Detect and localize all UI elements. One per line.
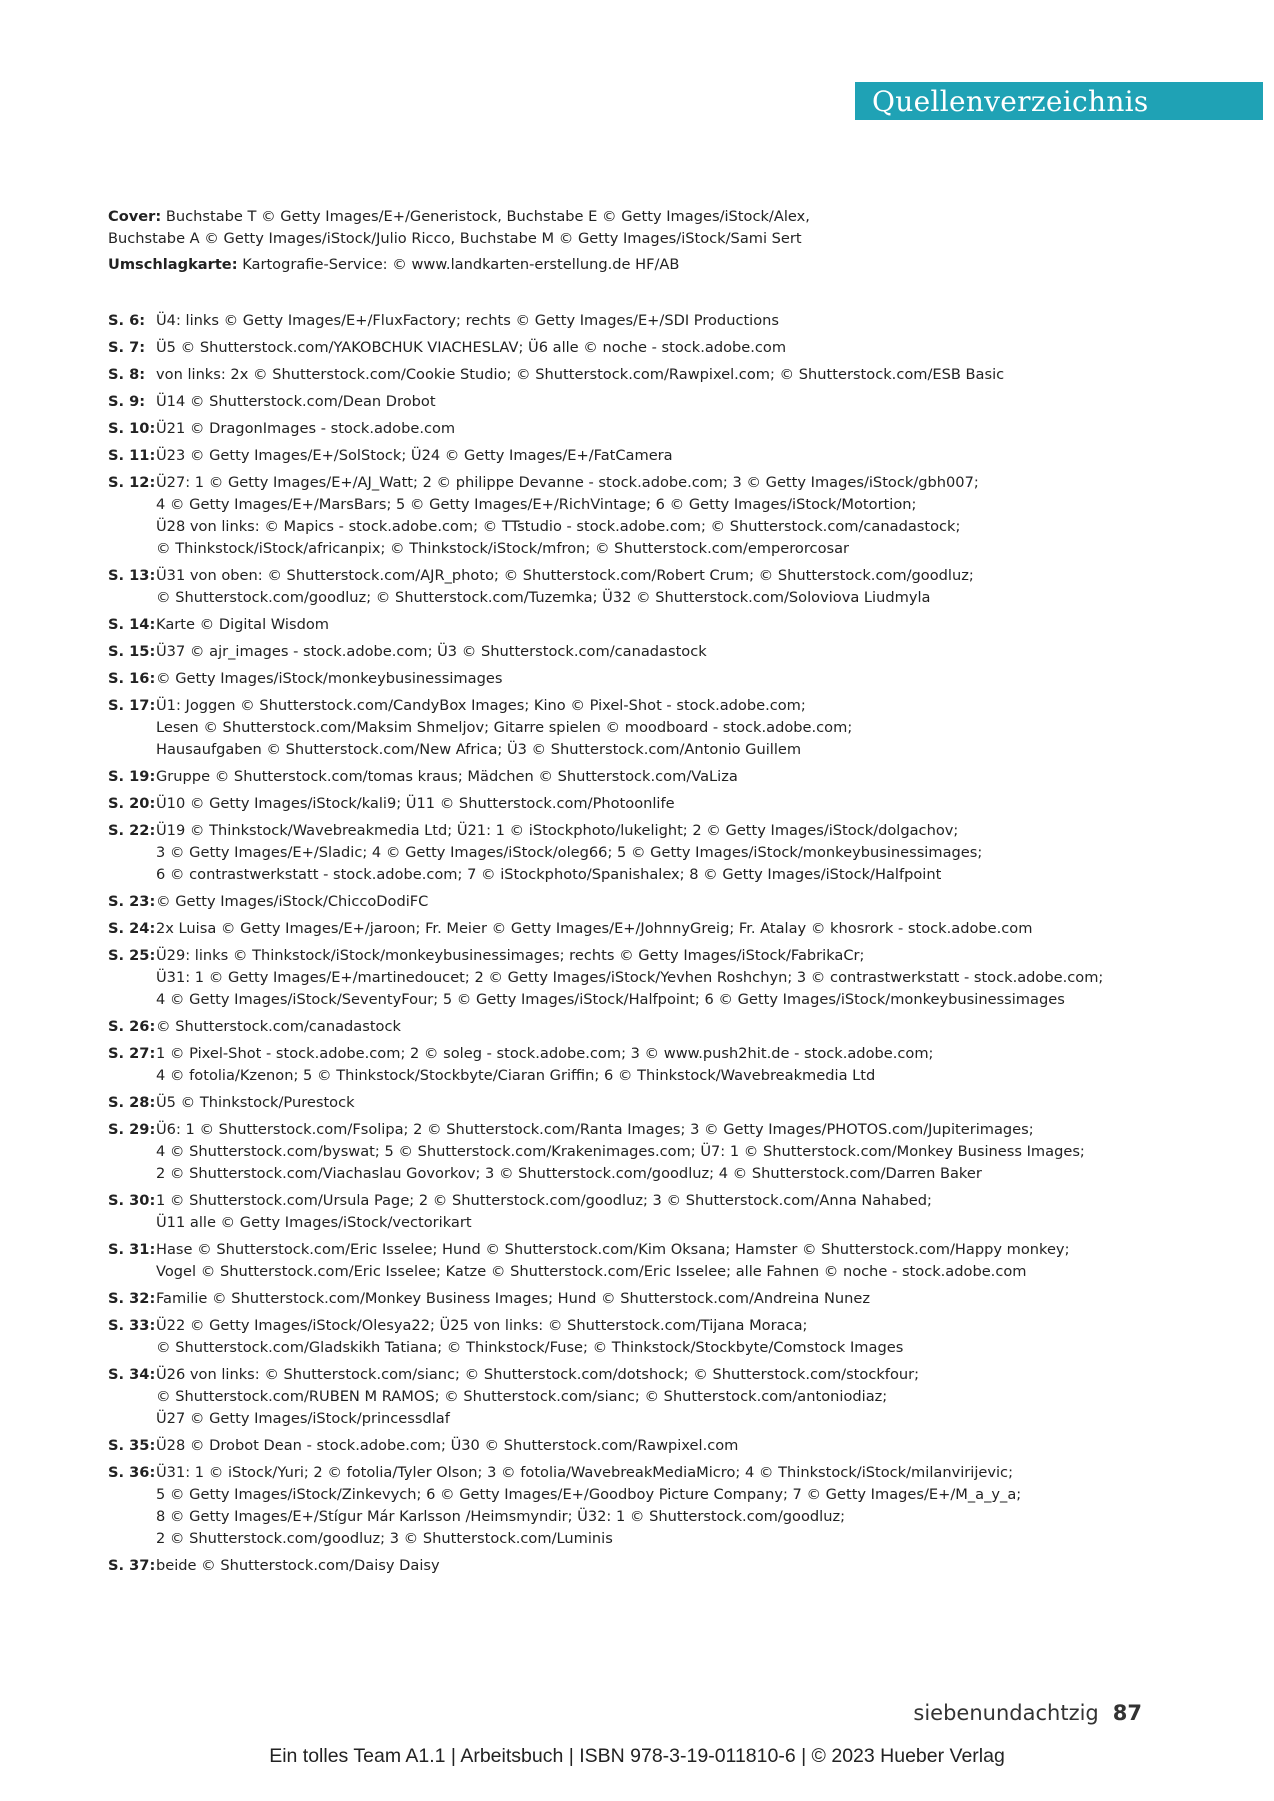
- credit-line: Ü21 © DragonImages - stock.adobe.com: [156, 420, 456, 437]
- map-label: Umschlagkarte:: [108, 256, 238, 273]
- credit-text: [156, 1435, 1238, 1457]
- credit-text: [156, 364, 1238, 386]
- credit-line: 2x Luisa © Getty Images/E+/jaroon; Fr. Meier © Getty Images/E+/JohnnyGreig; Fr. Atalay © khosrork - stock.adobe.com: [156, 920, 1033, 937]
- credit-text: [156, 565, 1238, 609]
- credit-text: [156, 418, 1238, 440]
- credit-text: [156, 766, 1238, 788]
- credit-line: © Shutterstock.com/goodluz; © Shutterstock.com/Tuzemka; Ü32 © Shutterstock.com/Soloviova Liudmyla: [156, 589, 931, 606]
- credit-line: Ü28 © Drobot Dean - stock.adobe.com; Ü30 © Shutterstock.com/Rawpixel.com: [156, 1437, 739, 1454]
- credit-line: Ü5 © Shutterstock.com/YAKOBCHUK VIACHESLAV; Ü6 alle © noche - stock.adobe.com: [156, 339, 787, 356]
- credit-entry: [108, 1315, 1238, 1359]
- credit-entry: [108, 891, 1238, 913]
- credit-text: [156, 820, 1238, 886]
- credit-text: [156, 1315, 1238, 1359]
- credit-entry: [108, 1364, 1238, 1430]
- credit-line: Karte © Digital Wisdom: [156, 616, 329, 633]
- credit-line: Ü4: links © Getty Images/E+/FluxFactory; rechts © Getty Images/E+/SDI Productions: [156, 312, 780, 329]
- credit-text: [156, 1239, 1238, 1283]
- credit-line: Ü1: Joggen © Shutterstock.com/CandyBox Images; Kino © Pixel-Shot - stock.adobe.com;: [156, 697, 806, 714]
- credit-line: Lesen © Shutterstock.com/Maksim Shmeljov; Gitarre spielen © moodboard - stock.adobe.com;: [156, 719, 853, 736]
- credit-text: [156, 1288, 1238, 1310]
- credit-page-label: S. 33:: [108, 1317, 156, 1334]
- credit-page-label: S. 13:: [108, 567, 156, 584]
- credit-line: Ü11 alle © Getty Images/iStock/vectorikart: [156, 1214, 472, 1231]
- credit-page-label: S. 32:: [108, 1290, 156, 1307]
- credit-text: [156, 1555, 1238, 1577]
- credit-line: 4 © fotolia/Kzenon; 5 © Thinkstock/Stockbyte/Ciaran Griffin; 6 © Thinkstock/Wavebreakmedia Ltd: [156, 1067, 876, 1084]
- credit-line: Gruppe © Shutterstock.com/tomas kraus; Mädchen © Shutterstock.com/VaLiza: [156, 768, 738, 785]
- credit-line: 5 © Getty Images/iStock/Zinkevych; 6 © Getty Images/E+/Goodboy Picture Company; 7 © Getty Images/E+/M_a_y_a;: [156, 1486, 1022, 1503]
- credit-line: © Shutterstock.com/RUBEN M RAMOS; © Shutterstock.com/sianc; © Shutterstock.com/antoniodiaz;: [156, 1388, 888, 1405]
- credit-entry: [108, 668, 1238, 690]
- page-number-word: siebenundachtzig: [913, 1701, 1099, 1725]
- credit-page-label: S. 29:: [108, 1121, 156, 1138]
- credit-text: [156, 1119, 1238, 1185]
- credit-line: Ü5 © Thinkstock/Purestock: [156, 1094, 355, 1111]
- cover-label: Cover:: [108, 208, 162, 225]
- credit-entry: [108, 418, 1238, 440]
- credit-line: Ü23 © Getty Images/E+/SolStock; Ü24 © Getty Images/E+/FatCamera: [156, 447, 673, 464]
- credit-text: [156, 1043, 1238, 1087]
- credit-entry: [108, 1288, 1238, 1310]
- credit-entry: [108, 445, 1238, 467]
- credit-line: 1 © Shutterstock.com/Ursula Page; 2 © Shutterstock.com/goodluz; 3 © Shutterstock.com/Anna Nahabed;: [156, 1192, 932, 1209]
- credit-line: Ü31: 1 © iStock/Yuri; 2 © fotolia/Tyler Olson; 3 © fotolia/WavebreakMediaMicro; 4 © Thinkstock/iStock/milanvirijevic;: [156, 1464, 1013, 1481]
- credit-entry: [108, 391, 1238, 413]
- credit-line: 3 © Getty Images/E+/Sladic; 4 © Getty Images/iStock/oleg66; 5 © Getty Images/iStock/monkeybusinessimages;: [156, 844, 983, 861]
- credit-line: Ü14 © Shutterstock.com/Dean Drobot: [156, 393, 436, 410]
- credit-entry: [108, 820, 1238, 886]
- credit-page-label: S. 8:: [108, 366, 146, 383]
- credit-text: [156, 391, 1238, 413]
- credit-text: [156, 945, 1238, 1011]
- credit-entry: [108, 472, 1238, 560]
- credit-entry: [108, 1190, 1238, 1234]
- credit-entry: [108, 565, 1238, 609]
- credit-page-label: S. 31:: [108, 1241, 156, 1258]
- credit-text: [156, 614, 1238, 636]
- credit-text: [156, 1016, 1238, 1038]
- credit-line: Ü31: 1 © Getty Images/E+/martinedoucet; 2 © Getty Images/iStock/Yevhen Roshchyn; 3 © contrastwerkstatt - stock.adobe.com;: [156, 969, 1104, 986]
- credit-text: [156, 1190, 1238, 1234]
- credit-page-label: S. 25:: [108, 947, 156, 964]
- credit-line: 4 © Getty Images/iStock/SeventyFour; 5 © Getty Images/iStock/Halfpoint; 6 © Getty Images/iStock/monkeybusinessimages: [156, 991, 1065, 1008]
- credit-line: Hausaufgaben © Shutterstock.com/New Africa; Ü3 © Shutterstock.com/Antonio Guillem: [156, 741, 802, 758]
- credit-entry: [108, 1016, 1238, 1038]
- credit-entry: [108, 1435, 1238, 1457]
- credit-text: [156, 641, 1238, 663]
- credit-text: [156, 918, 1238, 940]
- credit-page-label: S. 14:: [108, 616, 156, 633]
- credit-line: Ü26 von links: © Shutterstock.com/sianc; © Shutterstock.com/dotshock; © Shutterstock.com/stockfour;: [156, 1366, 920, 1383]
- credit-line: Ü6: 1 © Shutterstock.com/Fsolipa; 2 © Shutterstock.com/Ranta Images; 3 © Getty Images/PHOTOS.com/Jupiterimages;: [156, 1121, 1034, 1138]
- credit-line: Ü22 © Getty Images/iStock/Olesya22; Ü25 von links: © Shutterstock.com/Tijana Moraca;: [156, 1317, 808, 1334]
- credit-entry: [108, 945, 1238, 1011]
- credit-entry: [108, 1043, 1238, 1087]
- credits-list: [108, 310, 1238, 1582]
- credit-entry: [108, 310, 1238, 332]
- credit-line: 1 © Pixel-Shot - stock.adobe.com; 2 © soleg - stock.adobe.com; 3 © www.push2hit.de - stock.adobe.com;: [156, 1045, 934, 1062]
- credit-line: Ü27: 1 © Getty Images/E+/AJ_Watt; 2 © philippe Devanne - stock.adobe.com; 3 © Getty Images/iStock/gbh007;: [156, 474, 979, 491]
- credit-text: [156, 310, 1238, 332]
- credit-page-label: S. 27:: [108, 1045, 156, 1062]
- footer: Ein tolles Team A1.1 | Arbeitsbuch | ISBN 978-3-19-011810-6 | © 2023 Hueber Verlag: [269, 1745, 1005, 1767]
- credit-page-label: S. 24:: [108, 920, 156, 937]
- credit-entry: [108, 1462, 1238, 1550]
- section-title-band: [855, 82, 1263, 120]
- credit-line: Ü37 © ajr_images - stock.adobe.com; Ü3 © Shutterstock.com/canadastock: [156, 643, 707, 660]
- credit-page-label: S. 30:: [108, 1192, 156, 1209]
- credit-page-label: S. 36:: [108, 1464, 156, 1481]
- credit-line: 2 © Shutterstock.com/Viachaslau Govorkov; 3 © Shutterstock.com/goodluz; 4 © Shutterstock.com/Darren Baker: [156, 1165, 982, 1182]
- credit-line: © Thinkstock/iStock/africanpix; © Thinkstock/iStock/mfron; © Shutterstock.com/emperorcosar: [156, 540, 850, 557]
- credit-line: 2 © Shutterstock.com/goodluz; 3 © Shutterstock.com/Luminis: [156, 1530, 613, 1547]
- credit-text: [156, 1092, 1238, 1114]
- credit-entry: [108, 1239, 1238, 1283]
- credit-text: [156, 793, 1238, 815]
- credit-text: [156, 668, 1238, 690]
- credit-page-label: S. 11:: [108, 447, 156, 464]
- cover-credit-line: [108, 206, 1228, 228]
- map-text: Kartografie-Service: © www.landkarten-erstellung.de HF/AB: [242, 256, 680, 273]
- credit-entry: [108, 1119, 1238, 1185]
- section-title: Quellenverzeichnis: [872, 84, 1149, 118]
- credit-line: 4 © Getty Images/E+/MarsBars; 5 © Getty Images/E+/RichVintage; 6 © Getty Images/iStock/Motortion;: [156, 496, 917, 513]
- credit-line: © Shutterstock.com/Gladskikh Tatiana; © Thinkstock/Fuse; © Thinkstock/Stockbyte/Comstock Images: [156, 1339, 904, 1356]
- credit-text: [156, 472, 1238, 560]
- credit-page-label: S. 9:: [108, 393, 146, 410]
- credit-entry: [108, 614, 1238, 636]
- credit-page-label: S. 37:: [108, 1557, 156, 1574]
- credit-entry: [108, 1555, 1238, 1577]
- credit-page-label: S. 15:: [108, 643, 156, 660]
- map-credit-line: [108, 254, 1228, 276]
- credit-page-label: S. 26:: [108, 1018, 156, 1035]
- credit-line: 4 © Shutterstock.com/byswat; 5 © Shutterstock.com/Krakenimages.com; Ü7: 1 © Shutterstock.com/Monkey Business Images;: [156, 1143, 1085, 1160]
- credit-line: Ü31 von oben: © Shutterstock.com/AJR_photo; © Shutterstock.com/Robert Crum; © Shutterstock.com/goodluz;: [156, 567, 974, 584]
- credit-line: Ü28 von links: © Mapics - stock.adobe.com; © TTstudio - stock.adobe.com; © Shutterstock.com/canadastock;: [156, 518, 961, 535]
- credit-entry: [108, 793, 1238, 815]
- credit-line: Ü10 © Getty Images/iStock/kali9; Ü11 © Shutterstock.com/Photoonlife: [156, 795, 675, 812]
- credit-line: 6 © contrastwerkstatt - stock.adobe.com; 7 © iStockphoto/Spanishalex; 8 © Getty Images/iStock/Halfpoint: [156, 866, 942, 883]
- credit-line: von links: 2x © Shutterstock.com/Cookie Studio; © Shutterstock.com/Rawpixel.com; © Shutterstock.com/ESB Basic: [156, 366, 1005, 383]
- credit-entry: [108, 364, 1238, 386]
- credit-entry: [108, 918, 1238, 940]
- credit-page-label: S. 28:: [108, 1094, 156, 1111]
- credit-line: Ü19 © Thinkstock/Wavebreakmedia Ltd; Ü21: 1 © iStockphoto/lukelight; 2 © Getty Images/iStock/dolgachov;: [156, 822, 959, 839]
- credit-entry: [108, 641, 1238, 663]
- credit-page-label: S. 7:: [108, 339, 146, 356]
- credit-line: Vogel © Shutterstock.com/Eric Isselee; Katze © Shutterstock.com/Eric Isselee; alle Fahnen © noche - stock.adobe.com: [156, 1263, 1027, 1280]
- credit-text: [156, 891, 1238, 913]
- credit-line: 8 © Getty Images/E+/Stígur Már Karlsson /Heimsmyndir; Ü32: 1 © Shutterstock.com/goodluz;: [156, 1508, 846, 1525]
- credit-entry: [108, 766, 1238, 788]
- credit-line: Ü27 © Getty Images/iStock/princessdlaf: [156, 1410, 450, 1427]
- credit-line: © Getty Images/iStock/ChiccoDodiFC: [156, 893, 429, 910]
- credit-page-label: S. 16:: [108, 670, 156, 687]
- credit-line: beide © Shutterstock.com/Daisy Daisy: [156, 1557, 440, 1574]
- credit-page-label: S. 6:: [108, 312, 146, 329]
- credit-text: [156, 695, 1238, 761]
- credit-line: Hase © Shutterstock.com/Eric Isselee; Hund © Shutterstock.com/Kim Oksana; Hamster © Shutterstock.com/Happy monkey;: [156, 1241, 1070, 1258]
- credit-line: © Shutterstock.com/canadastock: [156, 1018, 401, 1035]
- credit-text: [156, 1462, 1238, 1550]
- page-number: [913, 1701, 1142, 1725]
- credit-page-label: S. 19:: [108, 768, 156, 785]
- credit-line: Ü29: links © Thinkstock/iStock/monkeybusinessimages; rechts © Getty Images/iStock/FabrikaCr;: [156, 947, 865, 964]
- credit-entry: [108, 695, 1238, 761]
- credit-text: [156, 445, 1238, 467]
- credit-text: [156, 1364, 1238, 1430]
- credit-text: [156, 337, 1238, 359]
- credit-line: © Getty Images/iStock/monkeybusinessimages: [156, 670, 503, 687]
- credit-page-label: S. 35:: [108, 1437, 156, 1454]
- credit-page-label: S. 20:: [108, 795, 156, 812]
- credit-page-label: S. 23:: [108, 893, 156, 910]
- credit-page-label: S. 17:: [108, 697, 156, 714]
- credit-page-label: S. 22:: [108, 822, 156, 839]
- cover-credits: [108, 206, 1228, 276]
- credit-page-label: S. 12:: [108, 474, 156, 491]
- cover-text-1: Buchstabe T © Getty Images/E+/Generistock, Buchstabe E © Getty Images/iStock/Alex,: [165, 208, 810, 225]
- credit-page-label: S. 34:: [108, 1366, 156, 1383]
- credit-line: Familie © Shutterstock.com/Monkey Business Images; Hund © Shutterstock.com/Andreina Nunez: [156, 1290, 871, 1307]
- credit-page-label: S. 10:: [108, 420, 156, 437]
- credit-entry: [108, 337, 1238, 359]
- cover-text-2: Buchstabe A © Getty Images/iStock/Julio Ricco, Buchstabe M © Getty Images/iStock/Sami Sert: [108, 230, 802, 247]
- credit-entry: [108, 1092, 1238, 1114]
- page-number-digits: 87: [1112, 1701, 1142, 1725]
